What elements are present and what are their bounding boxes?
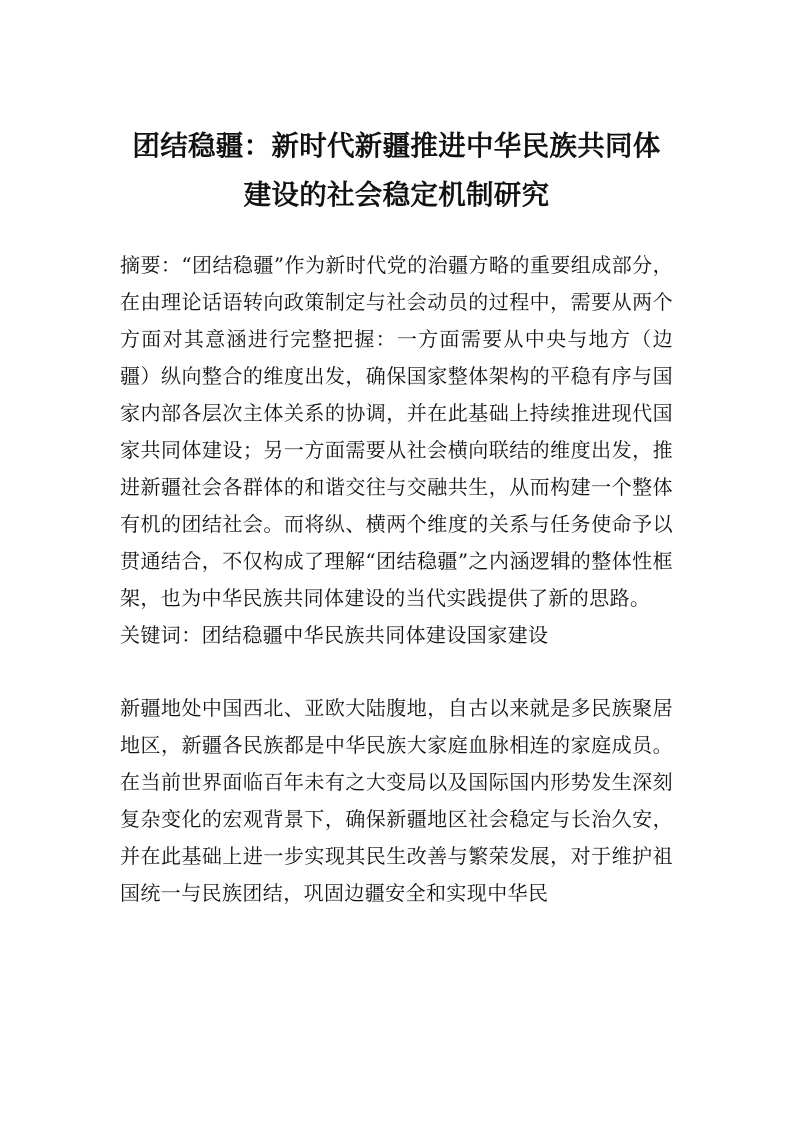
title-line-2: 建设的社会稳定机制研究 [243, 179, 550, 211]
abstract-paragraph: 摘要：“团结稳疆”作为新时代党的治疆方略的重要组成部分，在由理论话语转向政策制定与社会动员的过程中，需要从两个方面对其意涵进行完整把握：一方面需要从中央与地方（边疆）纵向整合的维度出发，确保国家整体架构的平稳有序与国家内部各层次主体关系的协调，并在此基础上持续推进现代国家共同体建设；另一方面需要从社会横向联结的维度出发，推进新疆社会各群体的和谐交往与交融共生，从而构建一个整体有机的团结社会。而将纵、横两个维度的关系与任务使命予以贯通结合，不仅构成了理解“团结稳疆”之内涵逻辑的整体性框架，也为中华民族共同体建设的当代实践提供了新的思路。 [120, 253, 673, 610]
body-paragraph: 新疆地处中国西北、亚欧大陆腹地，自古以来就是多民族聚居地区，新疆各民族都是中华民族大家庭血脉相连的家庭成员。在当前世界面临百年未有之大变局以及国际国内形势发生深刻复杂变化的宏观背景下，确保新疆地区社会稳定与长治久安，并在此基础上进一步实现其民生改善与繁荣发展，对于维护祖国统一与民族团结，巩固边疆安全和实现中华民 [120, 696, 673, 905]
title-line-1: 团结稳疆：新时代新疆推进中华民族共同体 [132, 130, 661, 162]
keywords-line: 关键词：团结稳疆中华民族共同体建设国家建设 [120, 623, 549, 647]
page-title [120, 122, 673, 220]
